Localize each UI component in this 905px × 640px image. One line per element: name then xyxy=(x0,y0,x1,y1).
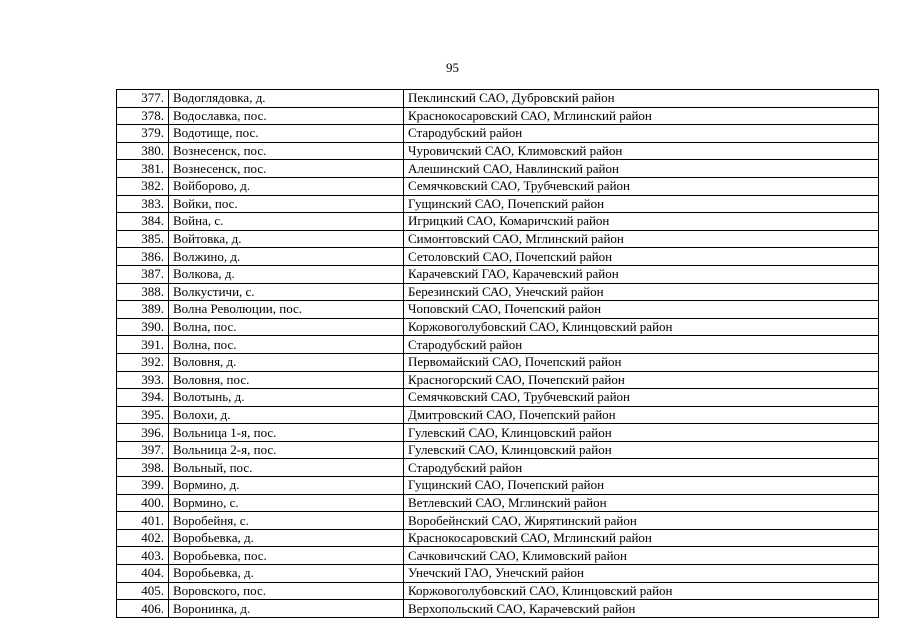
row-number-cell: 399. xyxy=(117,477,169,495)
table-row xyxy=(117,107,879,125)
row-number-cell: 395. xyxy=(117,406,169,424)
table-row xyxy=(117,529,879,547)
district-cell: Березинский САО, Унечский район xyxy=(404,283,879,301)
district-cell: Стародубский район xyxy=(404,459,879,477)
row-number-cell: 398. xyxy=(117,459,169,477)
settlement-name-cell: Воронинка, д. xyxy=(169,600,404,618)
row-number-cell: 406. xyxy=(117,600,169,618)
row-number-cell: 384. xyxy=(117,213,169,231)
district-cell: Стародубский район xyxy=(404,336,879,354)
table-row xyxy=(117,494,879,512)
settlement-name-cell: Воробьевка, пос. xyxy=(169,547,404,565)
district-cell: Коржовоголубовский САО, Клинцовский район xyxy=(404,318,879,336)
settlement-name-cell: Волкова, д. xyxy=(169,265,404,283)
row-number-cell: 379. xyxy=(117,125,169,143)
district-cell: Ветлевский САО, Мглинский район xyxy=(404,494,879,512)
district-cell: Унечский ГАО, Унечский район xyxy=(404,565,879,583)
table-body xyxy=(117,90,879,618)
table-row xyxy=(117,213,879,231)
row-number-cell: 388. xyxy=(117,283,169,301)
district-cell: Краснокосаровский САО, Мглинский район xyxy=(404,529,879,547)
district-cell: Коржовоголубовский САО, Клинцовский район xyxy=(404,582,879,600)
district-cell: Симонтовский САО, Мглинский район xyxy=(404,230,879,248)
settlement-name-cell: Вознесенск, пос. xyxy=(169,160,404,178)
row-number-cell: 400. xyxy=(117,494,169,512)
row-number-cell: 381. xyxy=(117,160,169,178)
district-cell: Семячковский САО, Трубчевский район xyxy=(404,177,879,195)
district-cell: Гущинский САО, Почепский район xyxy=(404,195,879,213)
row-number-cell: 403. xyxy=(117,547,169,565)
table-row xyxy=(117,353,879,371)
table-row xyxy=(117,406,879,424)
row-number-cell: 396. xyxy=(117,424,169,442)
table-row xyxy=(117,477,879,495)
district-cell: Гулевский САО, Клинцовский район xyxy=(404,441,879,459)
row-number-cell: 383. xyxy=(117,195,169,213)
row-number-cell: 385. xyxy=(117,230,169,248)
row-number-cell: 387. xyxy=(117,265,169,283)
table-row xyxy=(117,177,879,195)
table-row xyxy=(117,160,879,178)
district-cell: Воробейнский САО, Жирятинский район xyxy=(404,512,879,530)
row-number-cell: 405. xyxy=(117,582,169,600)
table-row xyxy=(117,512,879,530)
table-row xyxy=(117,142,879,160)
settlement-name-cell: Водославка, пос. xyxy=(169,107,404,125)
table-row xyxy=(117,389,879,407)
settlement-name-cell: Вольница 2-я, пос. xyxy=(169,441,404,459)
row-number-cell: 390. xyxy=(117,318,169,336)
settlement-name-cell: Волна, пос. xyxy=(169,336,404,354)
row-number-cell: 391. xyxy=(117,336,169,354)
table-row xyxy=(117,195,879,213)
page-number: 95 xyxy=(446,60,459,75)
district-cell: Пеклинский САО, Дубровский район xyxy=(404,90,879,108)
row-number-cell: 378. xyxy=(117,107,169,125)
district-cell: Игрицкий САО, Комаричский район xyxy=(404,213,879,231)
table-row xyxy=(117,336,879,354)
settlement-name-cell: Война, с. xyxy=(169,213,404,231)
district-cell: Первомайский САО, Почепский район xyxy=(404,353,879,371)
row-number-cell: 389. xyxy=(117,301,169,319)
table-row xyxy=(117,441,879,459)
district-cell: Сачковичский САО, Климовский район xyxy=(404,547,879,565)
table-row xyxy=(117,371,879,389)
district-cell: Гущинский САО, Почепский район xyxy=(404,477,879,495)
district-cell: Верхопольский САО, Карачевский район xyxy=(404,600,879,618)
row-number-cell: 401. xyxy=(117,512,169,530)
row-number-cell: 377. xyxy=(117,90,169,108)
row-number-cell: 386. xyxy=(117,248,169,266)
district-cell: Чоповский САО, Почепский район xyxy=(404,301,879,319)
settlement-name-cell: Вормино, с. xyxy=(169,494,404,512)
row-number-cell: 393. xyxy=(117,371,169,389)
table-row xyxy=(117,547,879,565)
table-row xyxy=(117,600,879,618)
district-cell: Дмитровский САО, Почепский район xyxy=(404,406,879,424)
settlement-name-cell: Волна Революции, пос. xyxy=(169,301,404,319)
settlement-name-cell: Волохи, д. xyxy=(169,406,404,424)
table-row xyxy=(117,459,879,477)
district-cell: Гулевский САО, Клинцовский район xyxy=(404,424,879,442)
district-cell: Семячковский САО, Трубчевский район xyxy=(404,389,879,407)
settlement-name-cell: Вольный, пос. xyxy=(169,459,404,477)
settlement-name-cell: Воровского, пос. xyxy=(169,582,404,600)
settlement-name-cell: Вольница 1-я, пос. xyxy=(169,424,404,442)
settlement-name-cell: Воробейня, с. xyxy=(169,512,404,530)
row-number-cell: 380. xyxy=(117,142,169,160)
table-row xyxy=(117,301,879,319)
table-row xyxy=(117,90,879,108)
district-cell: Сетоловский САО, Почепский район xyxy=(404,248,879,266)
settlement-name-cell: Войтовка, д. xyxy=(169,230,404,248)
district-cell: Стародубский район xyxy=(404,125,879,143)
settlement-name-cell: Войки, пос. xyxy=(169,195,404,213)
district-cell: Алешинский САО, Навлинский район xyxy=(404,160,879,178)
row-number-cell: 392. xyxy=(117,353,169,371)
row-number-cell: 394. xyxy=(117,389,169,407)
settlement-name-cell: Волкустичи, с. xyxy=(169,283,404,301)
table-row xyxy=(117,125,879,143)
table-row xyxy=(117,318,879,336)
district-cell: Карачевский ГАО, Карачевский район xyxy=(404,265,879,283)
settlements-table xyxy=(116,89,879,618)
table-row xyxy=(117,265,879,283)
row-number-cell: 404. xyxy=(117,565,169,583)
settlement-name-cell: Водотище, пос. xyxy=(169,125,404,143)
settlement-name-cell: Вормино, д. xyxy=(169,477,404,495)
row-number-cell: 382. xyxy=(117,177,169,195)
settlement-name-cell: Воловня, пос. xyxy=(169,371,404,389)
district-cell: Краснокосаровский САО, Мглинский район xyxy=(404,107,879,125)
settlement-name-cell: Волжино, д. xyxy=(169,248,404,266)
table-row xyxy=(117,582,879,600)
table-row xyxy=(117,283,879,301)
settlement-name-cell: Волна, пос. xyxy=(169,318,404,336)
row-number-cell: 402. xyxy=(117,529,169,547)
settlement-name-cell: Воробьевка, д. xyxy=(169,565,404,583)
settlement-name-cell: Вознесенск, пос. xyxy=(169,142,404,160)
district-cell: Чуровичский САО, Климовский район xyxy=(404,142,879,160)
table-row xyxy=(117,248,879,266)
table-row xyxy=(117,565,879,583)
settlement-name-cell: Воробьевка, д. xyxy=(169,529,404,547)
table-row xyxy=(117,230,879,248)
settlement-name-cell: Водоглядовка, д. xyxy=(169,90,404,108)
row-number-cell: 397. xyxy=(117,441,169,459)
table-row xyxy=(117,424,879,442)
settlement-name-cell: Воловня, д. xyxy=(169,353,404,371)
settlement-name-cell: Войборово, д. xyxy=(169,177,404,195)
district-cell: Красногорский САО, Почепский район xyxy=(404,371,879,389)
settlement-name-cell: Волотынь, д. xyxy=(169,389,404,407)
